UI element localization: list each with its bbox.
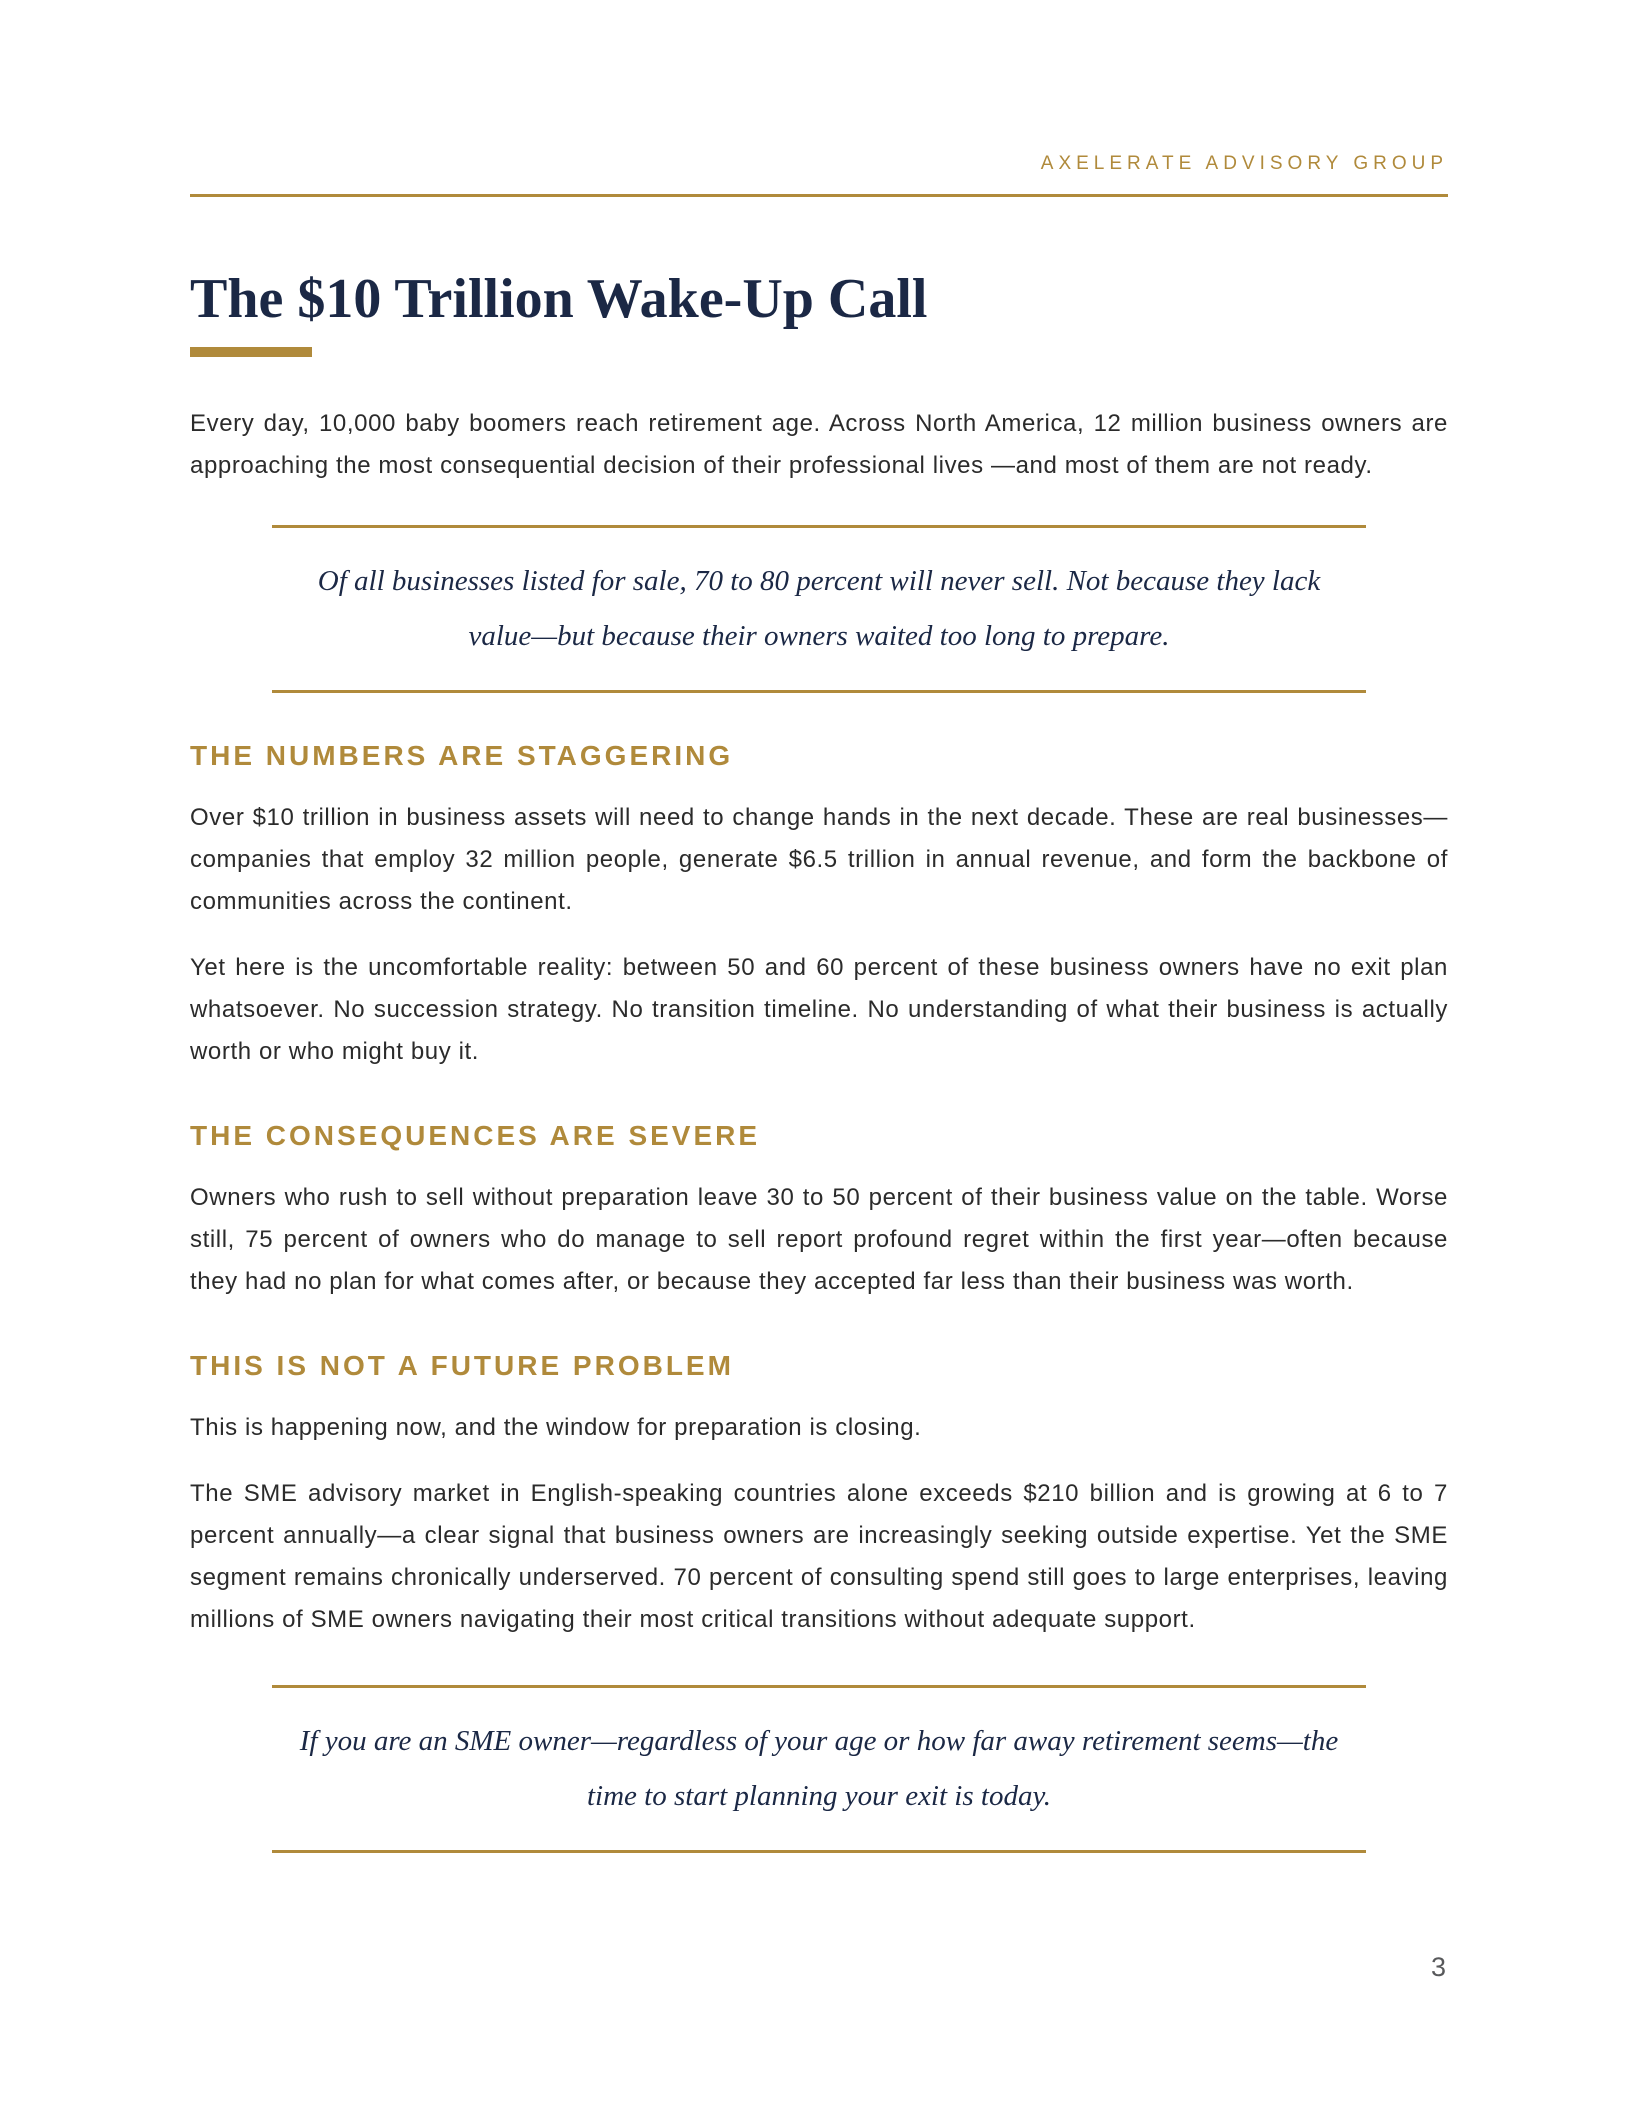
section-heading-numbers: THE NUMBERS ARE STAGGERING	[190, 740, 734, 772]
section-paragraph: Yet here is the uncomfortable reality: between 50 and 60 percent of these business owners have no exit plan whatsoever. No succession strategy. No transition timeline. No understanding of what their business is actually worth or who might buy it.	[190, 954, 1448, 1066]
header-rule	[190, 194, 1448, 197]
intro-paragraph: Every day, 10,000 baby boomers reach retirement age. Across North America, 12 million business owners are approaching the most consequential decision of their professional lives —and most of them are not ready.	[190, 410, 1448, 480]
section-not-future-problem	[190, 1349, 1448, 1641]
page-number: 3	[1430, 1952, 1446, 1982]
section-heading-future-problem: THIS IS NOT A FUTURE PROBLEM	[190, 1350, 734, 1382]
section-paragraph: The SME advisory market in English-speaking countries alone exceeds $210 billion and is growing at 6 to 7 percent annually—a clear signal that business owners are increasingly seeking outside expertise. Yet the SME segment remains chronically underserved. 70 percent of consulting spend still goes to large enterprises, leaving millions of SME owners navigating their most critical transitions without adequate support.	[190, 1480, 1448, 1634]
brand-name: AXELERATE ADVISORY GROUP	[1040, 153, 1448, 174]
section-paragraph: Owners who rush to sell without preparation leave 30 to 50 percent of their business value on the table. Worse still, 75 percent of owners who do manage to sell report profound regret within the first year—often because they had no plan for what comes after, or because they accepted far less than their business was worth.	[190, 1184, 1448, 1296]
page-title: The $10 Trillion Wake-Up Call	[190, 268, 928, 330]
pull-quote-bottom	[272, 1685, 1366, 1853]
page-header	[190, 152, 1448, 197]
section-consequences-severe	[190, 1119, 1448, 1303]
pull-quote-top-text: Of all businesses listed for sale, 70 to 80 percent will never sell. Not because they lack value—but because their owners waited too long to prepare.	[317, 565, 1321, 653]
section-paragraph: Over $10 trillion in business assets will need to change hands in the next decade. These are real businesses—companies that employ 32 million people, generate $6.5 trillion in annual revenue, and form the backbone of communities across the continent.	[190, 804, 1448, 916]
title-accent-bar	[190, 347, 312, 357]
section-heading-consequences: THE CONSEQUENCES ARE SEVERE	[190, 1120, 761, 1152]
section-numbers-staggering	[190, 739, 1448, 1073]
article-body	[190, 267, 1448, 1853]
pull-quote-bottom-text: If you are an SME owner—regardless of your age or how far away retirement seems—the time to start planning your exit is today.	[299, 1725, 1339, 1813]
pull-quote-top	[272, 525, 1366, 693]
section-paragraph: This is happening now, and the window for preparation is closing.	[190, 1414, 922, 1442]
